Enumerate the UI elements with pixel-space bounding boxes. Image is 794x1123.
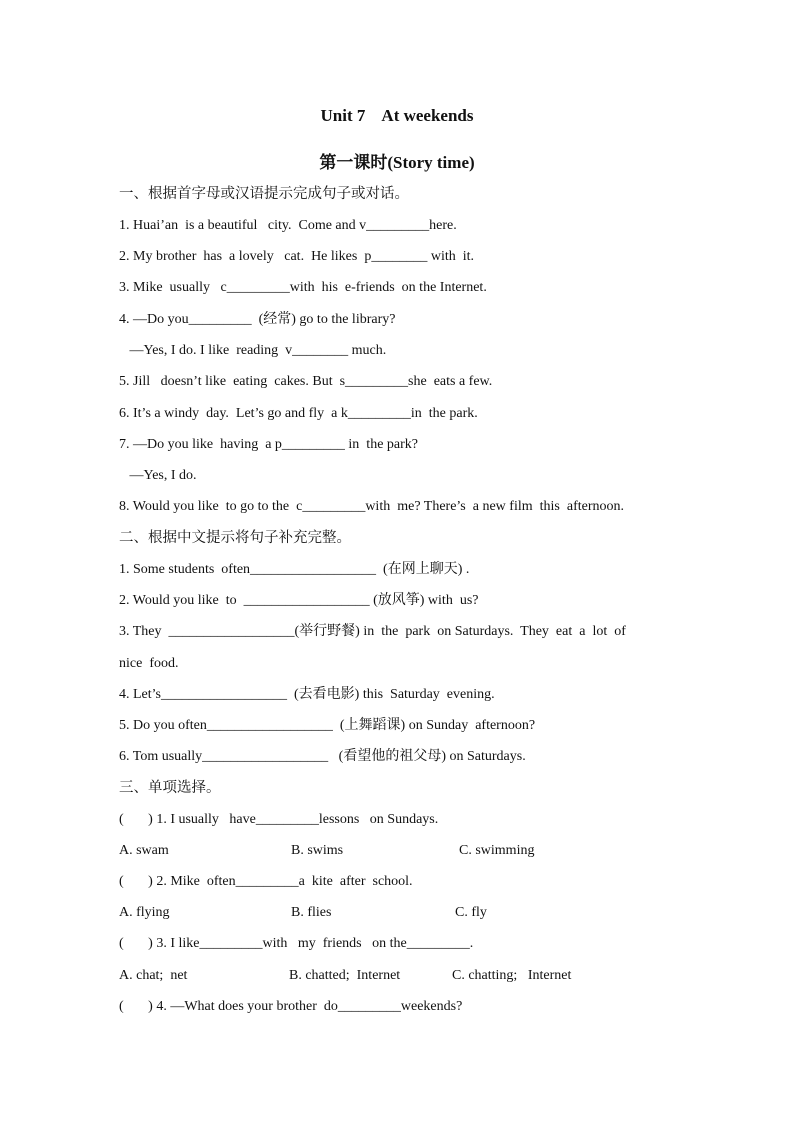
s2-item-3-cont: nice food. [119, 656, 179, 671]
s1-item-1: 1. Huai’an is a beautiful city. Come and v_________here. [119, 218, 457, 233]
section-2-heading: 二、根据中文提示将句子补充完整。 [119, 530, 351, 546]
option-b: B. chatted; Internet [289, 968, 401, 983]
s1-item-6: 6. It’s a windy day. Let’s go and fly a k_________in the park. [119, 406, 478, 421]
s1-item-5: 5. Jill doesn’t like eating cakes. But s_________she eats a few. [119, 374, 493, 389]
section-3-heading: 三、单项选择。 [119, 780, 221, 796]
option-c: C. chatting; Internet [452, 968, 572, 983]
section-1-heading: 一、根据首字母或汉语提示完成句子或对话。 [119, 186, 409, 202]
s2-item-3: 3. They __________________(举行野餐) in the park on Saturdays. They eat a lot of [119, 624, 626, 639]
s1-item-4: 4. —Do you_________ (经常) go to the library? [119, 312, 396, 327]
s1-item-3: 3. Mike usually c_________with his e-friends on the Internet. [119, 280, 487, 295]
s3-question-3: ( ) 3. I like_________with my friends on the_________. [119, 936, 474, 951]
s3-question-2: ( ) 2. Mike often_________a kite after school. [119, 874, 413, 889]
s2-item-4: 4. Let’s__________________ (去看电影) this Saturday evening. [119, 687, 495, 702]
lesson-title: 第一课时(Story time) [319, 153, 475, 172]
option-a: A. flying [119, 905, 170, 920]
s1-item-4-answer: —Yes, I do. I like reading v________ much. [119, 343, 387, 358]
s1-item-8: 8. Would you like to go to the c_________with me? There’s a new film this afternoon. [119, 499, 624, 514]
s3-question-1: ( ) 1. I usually have_________lessons on Sundays. [119, 812, 439, 827]
option-c: C. swimming [459, 843, 535, 858]
option-b: B. flies [291, 905, 332, 920]
option-a: A. chat; net [119, 968, 188, 983]
option-c: C. fly [455, 905, 487, 920]
unit-title: Unit 7 At weekends [320, 106, 474, 125]
s2-item-2: 2. Would you like to __________________ (放风筝) with us? [119, 593, 479, 608]
s1-item-2: 2. My brother has a lovely cat. He likes p________ with it. [119, 249, 474, 264]
s2-item-5: 5. Do you often__________________ (上舞蹈课) on Sunday afternoon? [119, 718, 536, 733]
s3-question-4: ( ) 4. —What does your brother do_________weekends? [119, 999, 463, 1014]
s1-item-7: 7. —Do you like having a p_________ in the park? [119, 437, 419, 452]
option-b: B. swims [291, 843, 344, 858]
s1-item-7-answer: —Yes, I do. [119, 468, 197, 483]
s2-item-6: 6. Tom usually__________________ (看望他的祖父母) on Saturdays. [119, 749, 526, 764]
s2-item-1: 1. Some students often__________________ (在网上聊天) . [119, 562, 470, 577]
option-a: A. swam [119, 843, 169, 858]
